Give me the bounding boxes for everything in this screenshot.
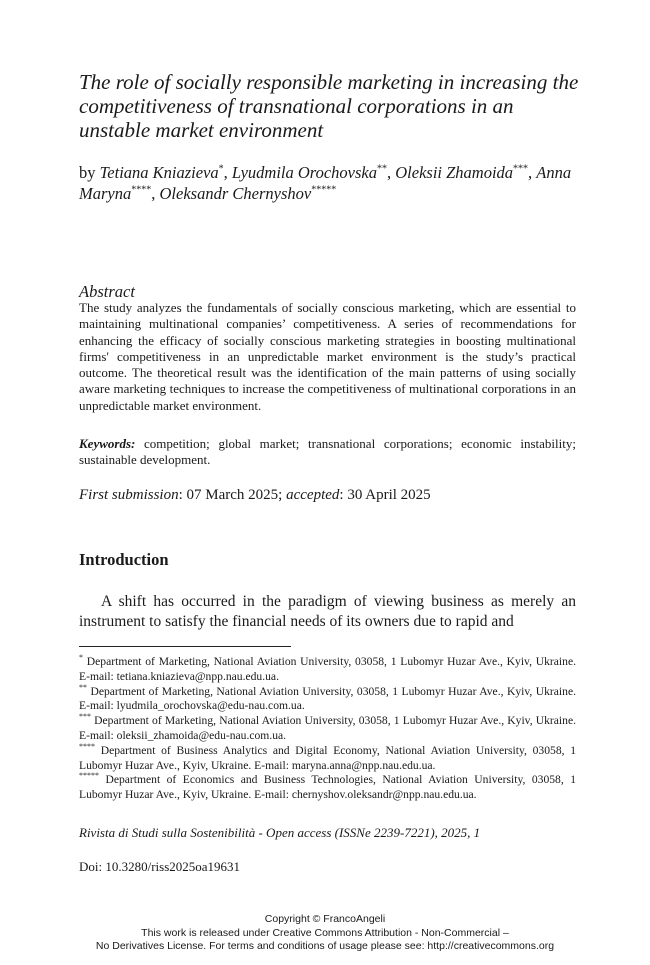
author-separator: , xyxy=(151,184,160,203)
submission-dates xyxy=(79,487,431,504)
author-footnote-mark[interactable]: ** xyxy=(377,163,387,175)
introduction-text: A shift has occurred in the paradigm of viewing business as merely an instrument to satisfy the financial needs of its owners due to rapid and xyxy=(79,593,576,630)
author-name: Oleksii Zhamoida xyxy=(395,163,514,182)
copyright-notice xyxy=(0,913,650,954)
author-separator: , xyxy=(223,163,232,182)
accepted-label: accepted xyxy=(286,487,340,503)
author-name: Anna Maryna xyxy=(79,163,572,203)
author-footnote-mark[interactable]: ***** xyxy=(311,184,337,196)
footnote-item xyxy=(79,714,576,744)
footnote-text: Department of Economics and Business Technologies, National Aviation University, 03058, 1 Lubomyr Huzar Ave., Kyiv, Ukraine. E-mail: chernyshov.oleksandr@npp.nau.edu.ua. xyxy=(79,773,576,802)
author-3 xyxy=(395,163,536,182)
keywords-list: competition; global market; transnational corporations; economic instability; sustainable development. xyxy=(79,436,576,468)
footnote-mark: *** xyxy=(79,712,91,722)
author-separator: , xyxy=(528,163,537,182)
footnote-text: Department of Marketing, National Aviation University, 03058, 1 Lubomyr Huzar Ave., Kyiv, Ukraine. E-mail: lyudmila_orochovska@edu-nau.com.ua. xyxy=(79,684,576,713)
footnote-item xyxy=(79,655,576,685)
footnote-mark: * xyxy=(79,653,83,663)
footnote-mark: ** xyxy=(79,682,87,692)
journal-citation: Rivista di Studi sulla Sostenibilità - Open access (ISSNe 2239-7221), 2025, 1 xyxy=(79,825,481,840)
first-submission-label: First submission xyxy=(79,487,179,503)
license-line: This work is released under Creative Commons Attribution - Non-Commercial – xyxy=(141,926,509,939)
byline-prefix: by xyxy=(79,163,100,182)
first-submission-date: : 07 March 2025; xyxy=(178,487,287,503)
footnote-mark: ***** xyxy=(79,771,99,781)
footnote-item xyxy=(79,773,576,803)
author-5 xyxy=(160,184,337,203)
footnote-item xyxy=(79,741,576,774)
footnote-divider xyxy=(79,646,291,647)
author-footnote-mark[interactable]: *** xyxy=(513,163,529,175)
footnote-mark: **** xyxy=(79,741,95,751)
license-terms-line[interactable]: No Derivatives License. For terms and conditions of usage please see: http://creativecommons.org xyxy=(95,940,555,953)
footnotes xyxy=(79,655,576,803)
keywords-label: Keywords: xyxy=(79,436,136,451)
author-byline xyxy=(79,162,579,204)
keywords xyxy=(79,436,576,469)
author-footnote-mark[interactable]: **** xyxy=(131,184,152,196)
author-name: Oleksandr Chernyshov xyxy=(159,184,312,203)
author-2 xyxy=(232,163,395,182)
footnote-text: Department of Marketing, National Aviation University, 03058, 1 Lubomyr Huzar Ave., Kyiv, Ukraine. E-mail: tetiana.kniazieva@npp.nau.edu.ua. xyxy=(79,655,576,683)
footnote-text: Department of Marketing, National Aviation University, 03058, 1 Lubomyr Huzar Ave., Kyiv, Ukraine. E-mail: oleksii_zhamoida@edu-nau.com.ua. xyxy=(79,714,576,742)
footnote-text: Department of Business Analytics and Digital Economy, National Aviation University, 03058, 1 Lubomyr Huzar Ave., Kyiv, Ukraine. E-mail: maryna.anna@npp.nau.edu.ua. xyxy=(79,743,576,772)
footnote-item xyxy=(79,682,576,715)
author-1 xyxy=(100,163,232,182)
author-footnote-mark[interactable]: * xyxy=(218,163,224,175)
abstract-text: The study analyzes the fundamentals of socially conscious marketing, which are essential to maintaining multinational companies’ competitiveness. A series of recommendations for enhancing the efficacy of socially conscious marketing strategies in boosting multinational firms' competitiveness in an unpredictable market environment is the study’s practical outcome. The theoretical result was the identification of the main patterns of using socially aware marketing techniques to increase the competitiveness of multinational corporations in an unpredictable market environment. xyxy=(79,300,576,413)
accepted-date: : 30 April 2025 xyxy=(339,487,431,503)
author-name: Tetiana Kniazieva xyxy=(99,163,219,182)
author-separator: , xyxy=(387,163,396,182)
doi[interactable]: Doi: 10.3280/riss2025oa19631 xyxy=(79,859,241,874)
paper-title: The role of socially responsible marketing in increasing the competitiveness of transnational corporations in an unstable market environment xyxy=(79,70,579,142)
author-name: Lyudmila Orochovska xyxy=(231,163,377,182)
copyright-line: Copyright © FrancoAngeli xyxy=(264,913,386,925)
abstract-heading: Abstract xyxy=(79,282,135,301)
introduction-heading: Introduction xyxy=(79,550,169,569)
